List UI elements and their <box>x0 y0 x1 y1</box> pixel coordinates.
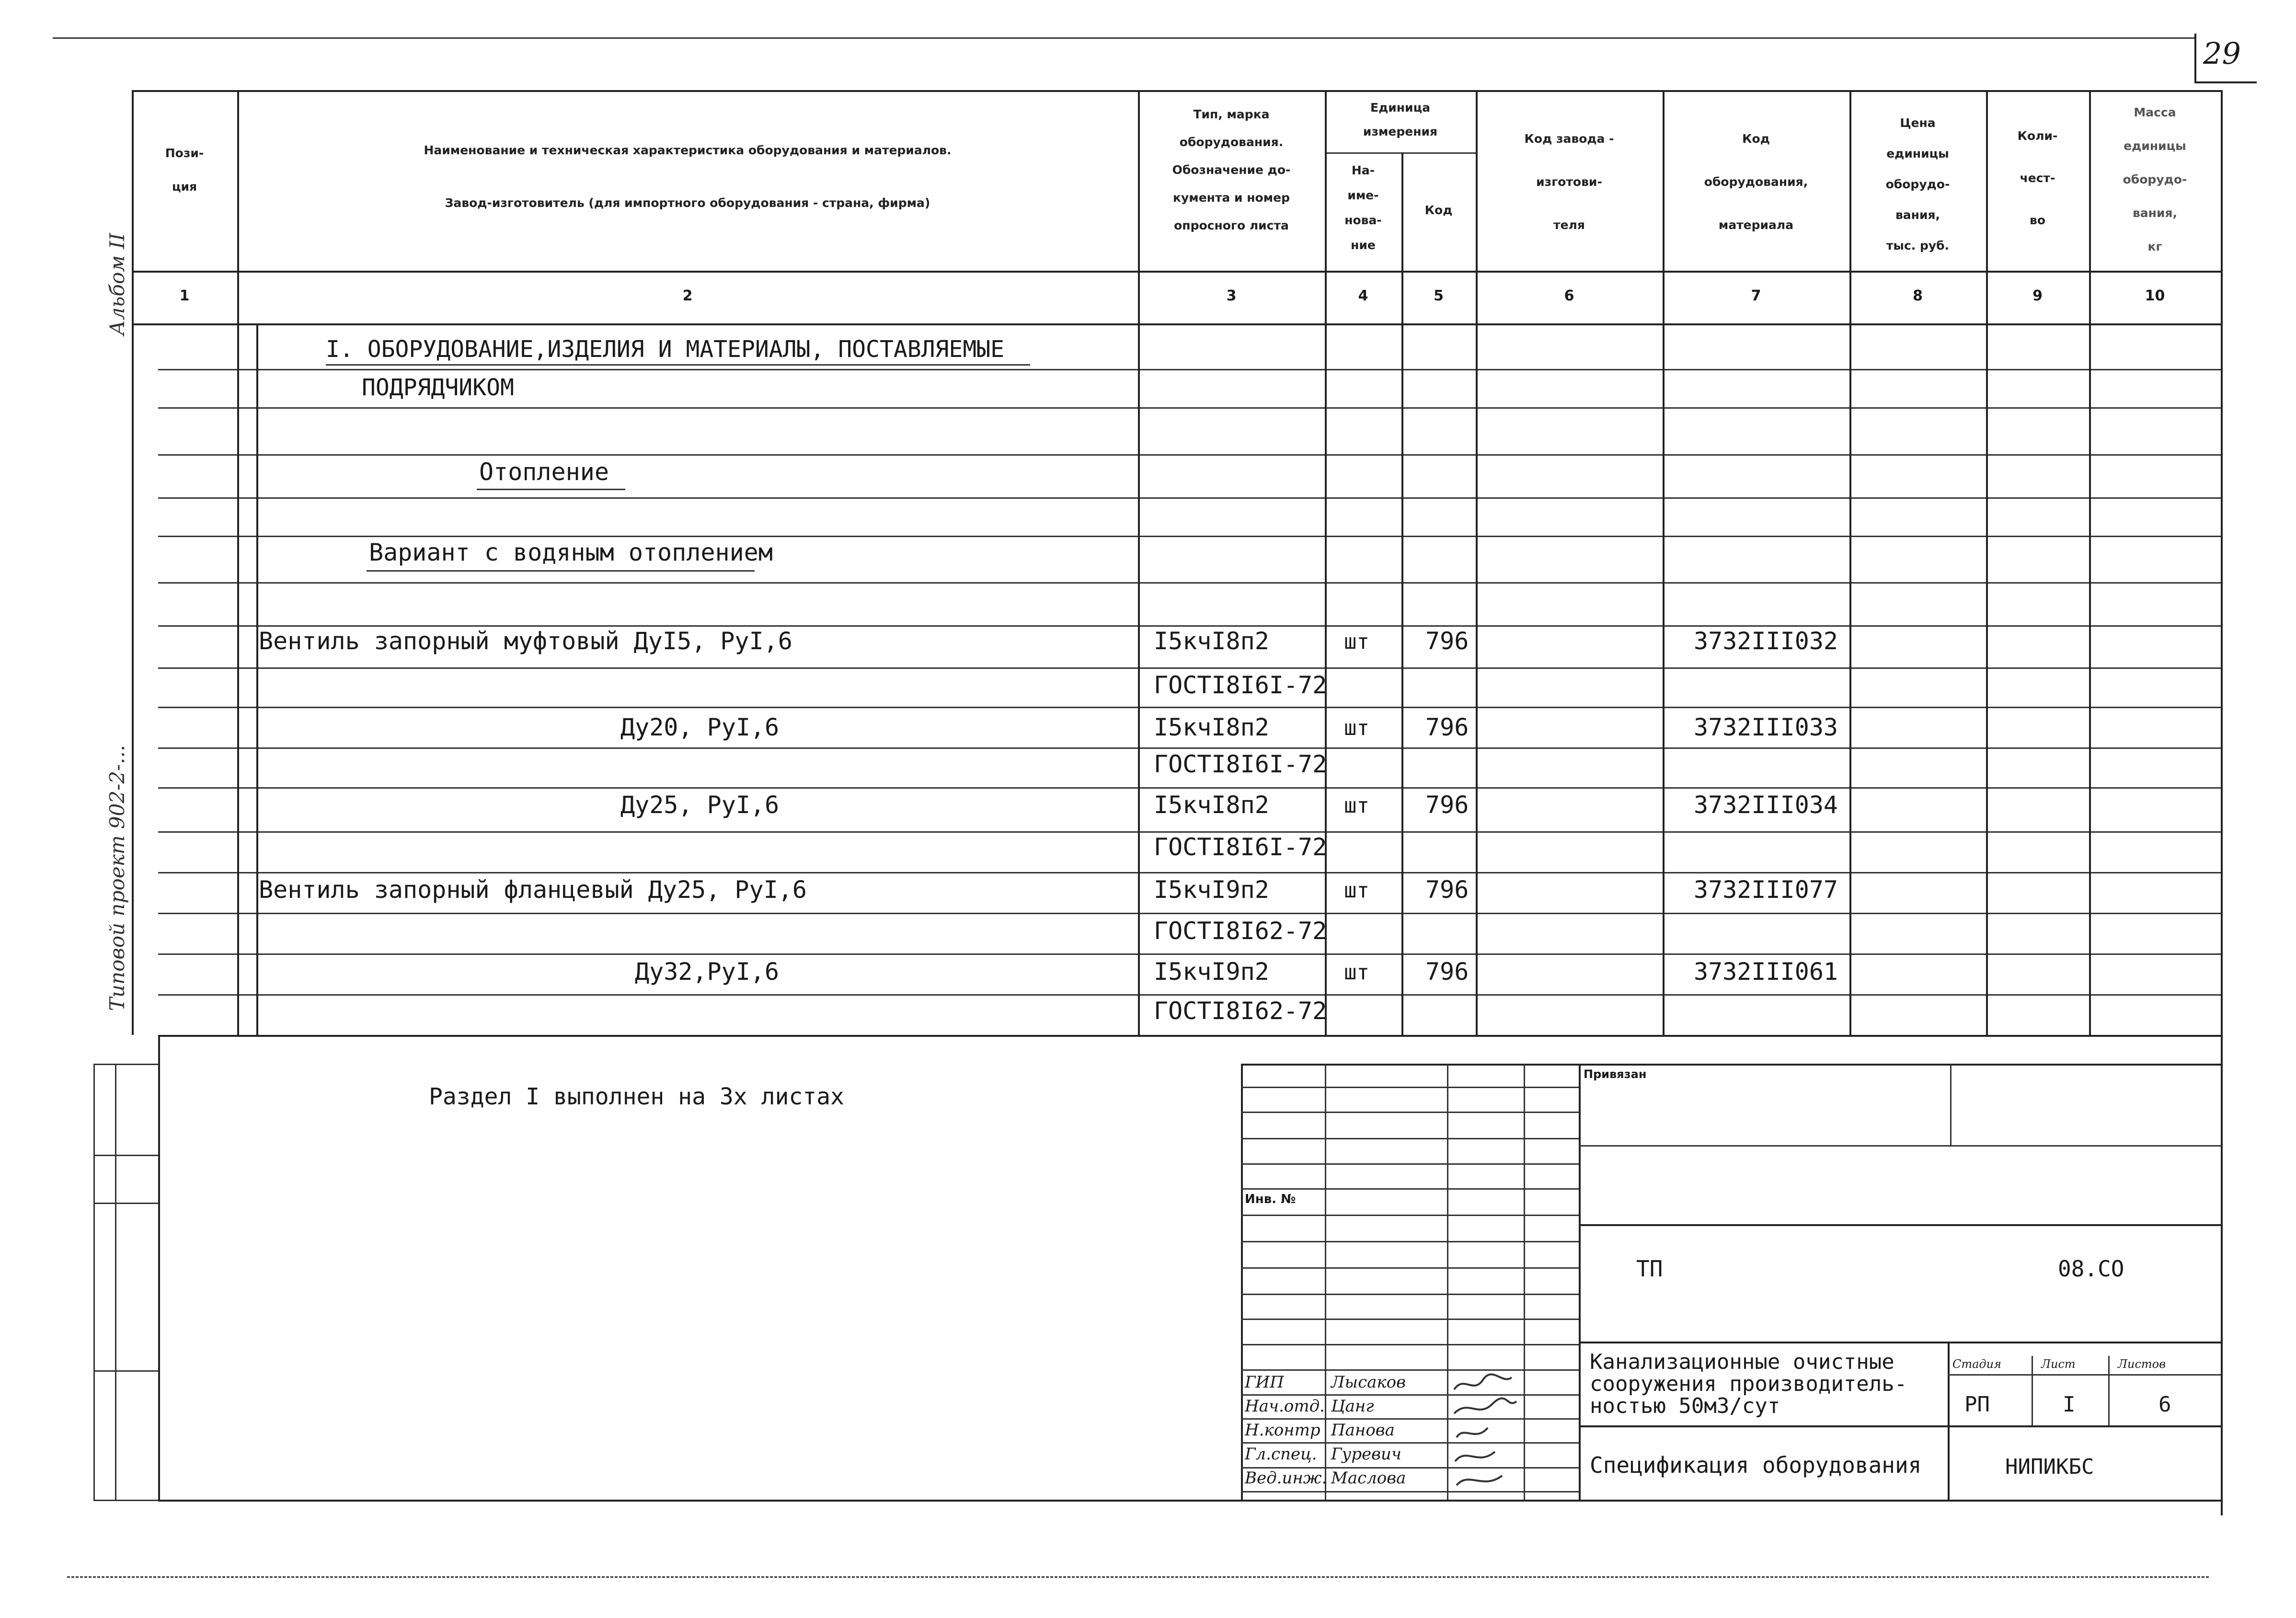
header-position: Пози- ция <box>165 146 204 194</box>
header-name-line1: Наименование и техническая характеристика оборудования и материалов. <box>424 143 952 157</box>
row4-name: Вентиль запорный фланцевый Ду25, РуI,6 <box>259 876 807 904</box>
sign-role-4: Гл.спец. <box>1245 1445 1317 1464</box>
organization: НИПИКБС <box>2005 1455 2094 1479</box>
row3-code: 3732III034 <box>1694 791 1838 819</box>
row1-unit-code: 796 <box>1425 627 1469 655</box>
sign-role-2: Нач.отд. <box>1245 1397 1325 1416</box>
header-equipment-code: Код оборудования, материала <box>1704 132 1808 232</box>
row2-name: Ду20, РуI,6 <box>620 713 780 741</box>
row1-unit: шт <box>1344 630 1369 654</box>
row4-unit-code: 796 <box>1425 876 1469 904</box>
col-number-1: 1 <box>179 287 190 304</box>
header-name-line2: Завод-изготовитель (для импортного оборудования - страна, фирма) <box>445 196 930 210</box>
section-title-line2: ПОДРЯДЧИКОМ <box>362 374 514 401</box>
sign-name-3: Панова <box>1331 1421 1395 1440</box>
row3-type: I5кчI8п2 <box>1154 791 1269 819</box>
sign-role-5: Вед.инж. <box>1245 1469 1327 1488</box>
inv-no-label: Инв. № <box>1245 1192 1296 1206</box>
row3-unit-code: 796 <box>1425 791 1469 819</box>
row5-unit: шт <box>1344 960 1369 985</box>
sheet-label: Лист <box>2041 1357 2076 1371</box>
header-unit-group: Единица измерения <box>1363 101 1438 138</box>
variant-heading: Вариант с водяным отоплением <box>369 539 773 566</box>
col-number-6: 6 <box>1564 287 1574 304</box>
col-number-3: 3 <box>1226 287 1237 304</box>
row1-name: Вентиль запорный муфтовый ДуI5, РуI,6 <box>259 627 792 655</box>
row5-name: Ду32,РуI,6 <box>635 958 780 986</box>
header-unit-code: Код <box>1424 203 1453 217</box>
row2-doc: ГОСТI8I6I-72 <box>1154 750 1327 778</box>
row5-unit-code: 796 <box>1425 958 1469 986</box>
header-price: Цена единицы оборудо- вания, тыс. руб. <box>1885 116 1950 252</box>
sheets-label: Листов <box>2118 1357 2166 1371</box>
sign-name-2: Цанг <box>1331 1397 1374 1416</box>
project-title: Канализационные очистные сооружения производитель- ностью 50м3/сут <box>1590 1350 1907 1418</box>
row2-type: I5кчI8п2 <box>1154 713 1269 741</box>
header-maker-code: Код завода - изготови- теля <box>1524 132 1614 232</box>
sign-role-3: Н.контр <box>1245 1421 1320 1440</box>
row5-doc: ГОСТI8I62-72 <box>1154 997 1327 1025</box>
header-mass: Масса единицы оборудо- вания, кг <box>2123 105 2187 253</box>
sheets-value: 6 <box>2158 1392 2171 1417</box>
privyazan-label: Привязан <box>1584 1067 1647 1081</box>
row4-code: 3732III077 <box>1694 876 1838 904</box>
project-code-right: 08.СО <box>2058 1256 2124 1282</box>
row1-code: 3732III032 <box>1694 627 1838 655</box>
col-number-2: 2 <box>682 287 693 304</box>
col-number-5: 5 <box>1434 287 1444 304</box>
row5-type: I5кчI9п2 <box>1154 958 1269 986</box>
col-number-10: 10 <box>2145 287 2165 304</box>
side-project-label: Типовой проект 902-2-... <box>105 745 129 1011</box>
sign-name-1: Лысаков <box>1331 1373 1406 1392</box>
row3-name: Ду25, РуI,6 <box>620 791 780 819</box>
row1-type: I5кчI8п2 <box>1154 627 1269 655</box>
signature-scribbles <box>1449 1370 1579 1495</box>
project-code-left: ТП <box>1636 1256 1663 1282</box>
row4-doc: ГОСТI8I62-72 <box>1154 917 1327 945</box>
row4-unit: шт <box>1344 878 1369 903</box>
row2-unit-code: 796 <box>1425 713 1469 741</box>
col-number-8: 8 <box>1913 287 1923 304</box>
sign-role-1: ГИП <box>1245 1373 1284 1392</box>
footer-note: Раздел I выполнен на 3х листах <box>429 1083 844 1110</box>
col-number-9: 9 <box>2032 287 2043 304</box>
sign-name-5: Маслова <box>1331 1469 1406 1488</box>
header-type: Тип, марка оборудования. Обозначение до- кумента и номер опросного листа <box>1172 107 1291 232</box>
sheet-value: I <box>2063 1392 2076 1417</box>
row3-doc: ГОСТI8I6I-72 <box>1154 833 1327 861</box>
row4-type: I5кчI9п2 <box>1154 876 1269 904</box>
side-album-label: Альбом II <box>105 233 129 335</box>
row2-code: 3732III033 <box>1694 713 1838 741</box>
stage-value: РП <box>1964 1392 1990 1417</box>
sign-name-4: Гуревич <box>1331 1445 1401 1464</box>
stage-label: Стадия <box>1952 1357 2001 1371</box>
row5-code: 3732III061 <box>1694 958 1838 986</box>
row3-unit: шт <box>1344 793 1369 818</box>
section-title-line1: I. ОБОРУДОВАНИЕ,ИЗДЕЛИЯ И МАТЕРИАЛЫ, ПОСТАВЛЯЕМЫЕ <box>326 336 1005 363</box>
heating-heading: Отопление <box>479 458 609 486</box>
row2-unit: шт <box>1344 716 1369 740</box>
header-unit-name: На- име- нова- ние <box>1344 163 1382 252</box>
page-number: 29 <box>2203 36 2241 71</box>
col-number-4: 4 <box>1358 287 1368 304</box>
header-quantity: Коли- чест- во <box>2017 129 2058 227</box>
sheet-title: Спецификация оборудования <box>1590 1452 1922 1478</box>
row1-doc: ГОСТI8I6I-72 <box>1154 671 1327 699</box>
col-number-7: 7 <box>1751 287 1761 304</box>
